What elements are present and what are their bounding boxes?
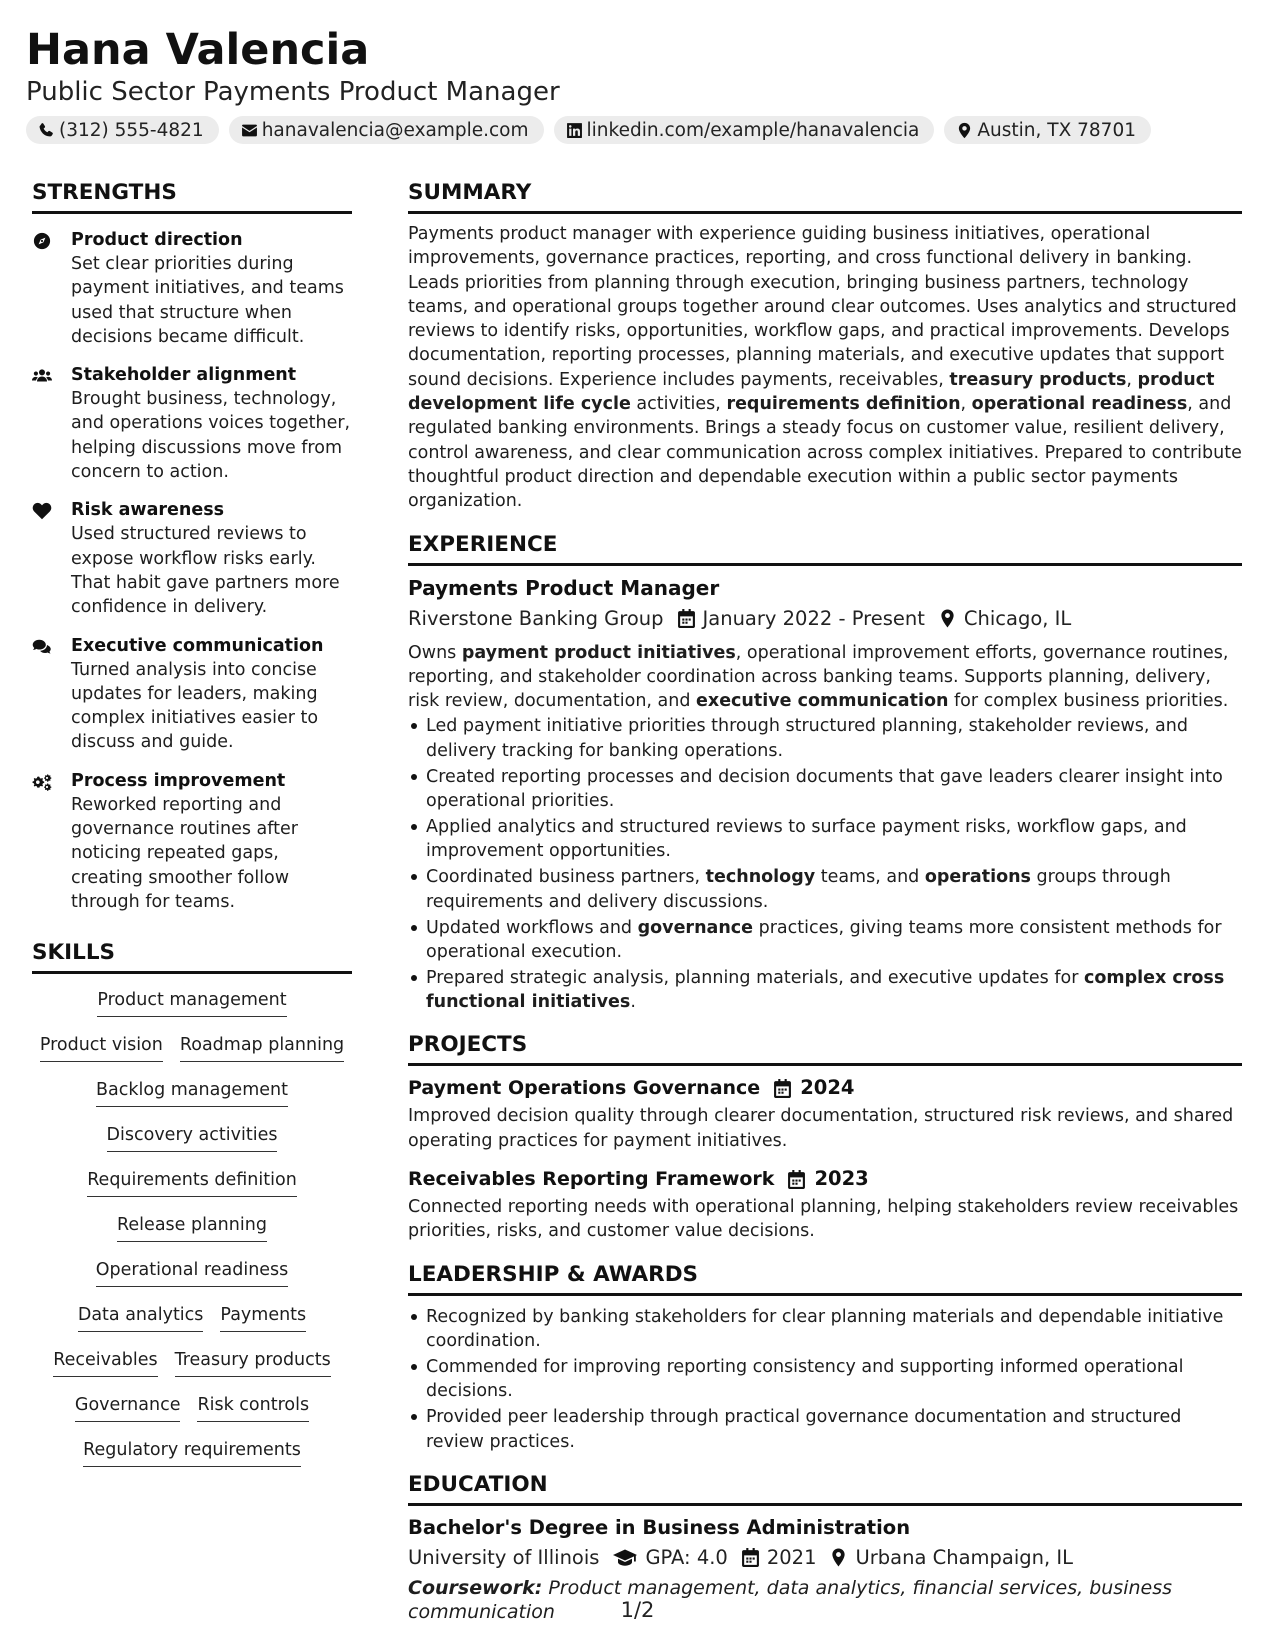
location-pill (944, 116, 1151, 144)
project-year: 2023 (814, 1167, 869, 1191)
degree-title: Bachelor's Degree in Business Administration (408, 1515, 911, 1539)
map-pin-icon (939, 609, 956, 628)
phone-pill[interactable] (26, 116, 219, 144)
coursework: Coursework: Product management, data analytics, financial services, business communication (408, 1576, 1173, 1623)
leadership-bullets (408, 1305, 1242, 1454)
skill-tag: Regulatory requirements (83, 1438, 301, 1467)
phone-icon (38, 122, 55, 139)
strength-item (32, 228, 352, 349)
skill-row (53, 1348, 331, 1393)
comments-icon (32, 638, 52, 656)
skill-tag: Treasury products (175, 1348, 331, 1377)
left-column (32, 180, 352, 1483)
skill-tag: Release planning (117, 1213, 267, 1242)
skill-row (75, 1393, 309, 1438)
linkedin-icon (566, 122, 583, 139)
graduation-year: 2021 (766, 1545, 817, 1569)
skill-tag: Governance (75, 1393, 181, 1422)
projects-section (408, 1032, 1242, 1243)
candidate-name: Hana Valencia (26, 25, 370, 75)
strength-desc: Reworked reporting and governance routines after noticing repeated gaps, creating smoother follow through for teams. (71, 794, 298, 912)
strength-title: Risk awareness (71, 500, 225, 521)
summary-text: Payments product manager with experience guiding business initiatives, operational improvements, governance practices, reporting, and cross functional delivery in banking. Leads priorities from planning through execution, bringing business partners, technology teams, and operational groups together around clear outcomes. Uses analytics and structured reviews to identify risks, opportunities, workflow gaps, and practical improvements. Develops documentation, reporting processes, planning materials, and executive updates that support sound decisions. Experience includes payments, receivables, treasury products, product development life cycle activities, requirements definition, operational readiness, and regulated banking environments. Brings a steady focus on customer value, resilient delivery, control awareness, and clear communication across complex initiatives. Prepared to contribute thoughtful product direction and dependable execution within a public sector payments organization. (408, 224, 1242, 512)
envelope-icon (241, 122, 258, 139)
project-title: Receivables Reporting Framework (408, 1168, 775, 1191)
strength-desc: Set clear priorities during payment initiatives, and teams used that structure when decisions became difficult. (71, 254, 344, 347)
skill-tag: Data analytics (78, 1303, 204, 1332)
skill-tag: Risk controls (197, 1393, 309, 1422)
strength-item (32, 363, 352, 484)
skill-tag: Product vision (40, 1033, 163, 1062)
map-pin-icon (956, 122, 973, 139)
job-bullet: Applied analytics and structured reviews to surface payment risks, workflow gaps, and improvement opportunities. (408, 815, 1242, 864)
job-location: Chicago, IL (963, 606, 1072, 630)
skill-row (78, 1303, 306, 1348)
project-year: 2024 (800, 1076, 855, 1100)
leadership-bullet: Recognized by banking stakeholders for clear planning materials and dependable initiative coordination. (408, 1305, 1242, 1354)
strengths-heading: STRENGTHS (32, 180, 352, 214)
skills-list (32, 988, 352, 1483)
project-title: Payment Operations Governance (408, 1077, 761, 1100)
leadership-heading: LEADERSHIP & AWARDS (408, 1262, 1242, 1296)
skill-row (96, 1078, 288, 1123)
strength-desc: Turned analysis into concise updates for leaders, making complex initiatives easier to discuss and guide. (71, 659, 319, 753)
contact-bar (26, 116, 1246, 144)
skill-tag: Payments (220, 1303, 306, 1332)
email-text: hanavalencia@example.com (261, 119, 529, 141)
skill-tag: Roadmap planning (180, 1033, 344, 1062)
users-icon (32, 367, 52, 385)
strength-item (32, 498, 352, 619)
job-meta (408, 604, 1242, 634)
skill-tag: Receivables (53, 1348, 157, 1377)
projects-heading: PROJECTS (408, 1032, 1242, 1066)
job-bullet: Created reporting processes and decision documents that gave leaders clearer insight into operational priorities. (408, 765, 1242, 814)
job-description: Owns payment product initiatives, operational improvement efforts, governance routines, reporting, and stakeholder coordination across banking teams. Supports planning, delivery, risk review, documentation, and executive communication for complex business priorities. (408, 642, 1229, 712)
skill-row (83, 1438, 301, 1483)
job-bullet: Prepared strategic analysis, planning materials, and executive updates for complex cross functional initiatives. (408, 966, 1242, 1015)
resume-header (26, 22, 1246, 144)
project-description: Improved decision quality through clearer documentation, structured risk reviews, and shared operating practices for payment initiatives. (408, 1106, 1234, 1151)
gpa: GPA: 4.0 (645, 1545, 728, 1569)
job-bullet: Coordinated business partners, technology teams, and operations groups through requirements and delivery discussions. (408, 865, 1242, 914)
map-pin-icon (830, 1548, 847, 1567)
leadership-section (408, 1262, 1242, 1454)
graduation-cap-icon (613, 1548, 637, 1567)
location-text: Austin, TX 78701 (977, 119, 1136, 141)
school-location: Urbana Champaign, IL (855, 1545, 1074, 1569)
skill-row (107, 1123, 278, 1168)
skills-heading: SKILLS (32, 940, 352, 974)
strength-title: Product direction (71, 230, 243, 250)
email-pill[interactable] (229, 116, 544, 144)
strength-title: Executive communication (71, 635, 324, 656)
skill-row (87, 1168, 297, 1213)
education-meta (408, 1543, 1242, 1573)
linkedin-text: linkedin.com/example/hanavalencia (586, 119, 920, 141)
heart-icon (32, 502, 52, 520)
job-bullet: Led payment initiative priorities through structured planning, stakeholder reviews, and delivery tracking for banking operations. (408, 714, 1242, 763)
leadership-bullet: Provided peer leadership through practical governance documentation and structured review practices. (408, 1405, 1242, 1454)
candidate-title: Public Sector Payments Product Manager (26, 77, 560, 107)
job-bullet: Updated workflows and governance practices, giving teams more consistent methods for operational execution. (408, 916, 1242, 965)
skill-row (96, 1258, 289, 1303)
project-description: Connected reporting needs with operational planning, helping stakeholders review receivables priorities, risks, and customer value decisions. (408, 1197, 1239, 1242)
leadership-bullet: Commended for improving reporting consistency and supporting informed operational decisions. (408, 1355, 1242, 1404)
gears-icon (32, 773, 52, 791)
summary-heading: SUMMARY (408, 180, 1242, 214)
strength-desc: Brought business, technology, and operations voices together, helping discussions move from concern to action. (71, 389, 351, 483)
strength-title: Process improvement (71, 770, 286, 791)
job-title: Payments Product Manager (408, 575, 720, 600)
skill-row (40, 1033, 344, 1078)
experience-section (408, 532, 1242, 1015)
skill-tag: Requirements definition (87, 1168, 297, 1197)
company-name: Riverstone Banking Group (408, 606, 664, 630)
page-number: 1/2 (620, 1598, 655, 1622)
compass-icon (32, 232, 52, 250)
skill-row (97, 988, 286, 1033)
calendar-icon (788, 1170, 805, 1189)
calendar-icon (774, 1079, 791, 1098)
skill-row (117, 1213, 267, 1258)
project-title-row (408, 1166, 1242, 1192)
calendar-icon (742, 1548, 759, 1567)
education-heading: EDUCATION (408, 1472, 1242, 1506)
experience-heading: EXPERIENCE (408, 532, 1242, 566)
project-title-row (408, 1075, 1242, 1101)
strength-desc: Used structured reviews to expose workflow risks early. That habit gave partners more confidence in delivery. (71, 524, 340, 618)
job-bullets (408, 714, 1242, 1014)
skill-tag: Operational readiness (96, 1258, 289, 1287)
linkedin-pill[interactable] (554, 116, 935, 144)
strength-item (32, 634, 352, 755)
job-dates: January 2022 - Present (702, 606, 925, 630)
skill-tag: Backlog management (96, 1078, 288, 1107)
right-column (408, 180, 1242, 1624)
school-name: University of Illinois (408, 1545, 600, 1569)
skill-tag: Product management (97, 988, 286, 1017)
skill-tag: Discovery activities (107, 1123, 278, 1152)
strength-item (32, 769, 352, 914)
calendar-icon (678, 609, 695, 628)
strength-title: Stakeholder alignment (71, 365, 297, 386)
phone-text: (312) 555-4821 (59, 119, 204, 141)
